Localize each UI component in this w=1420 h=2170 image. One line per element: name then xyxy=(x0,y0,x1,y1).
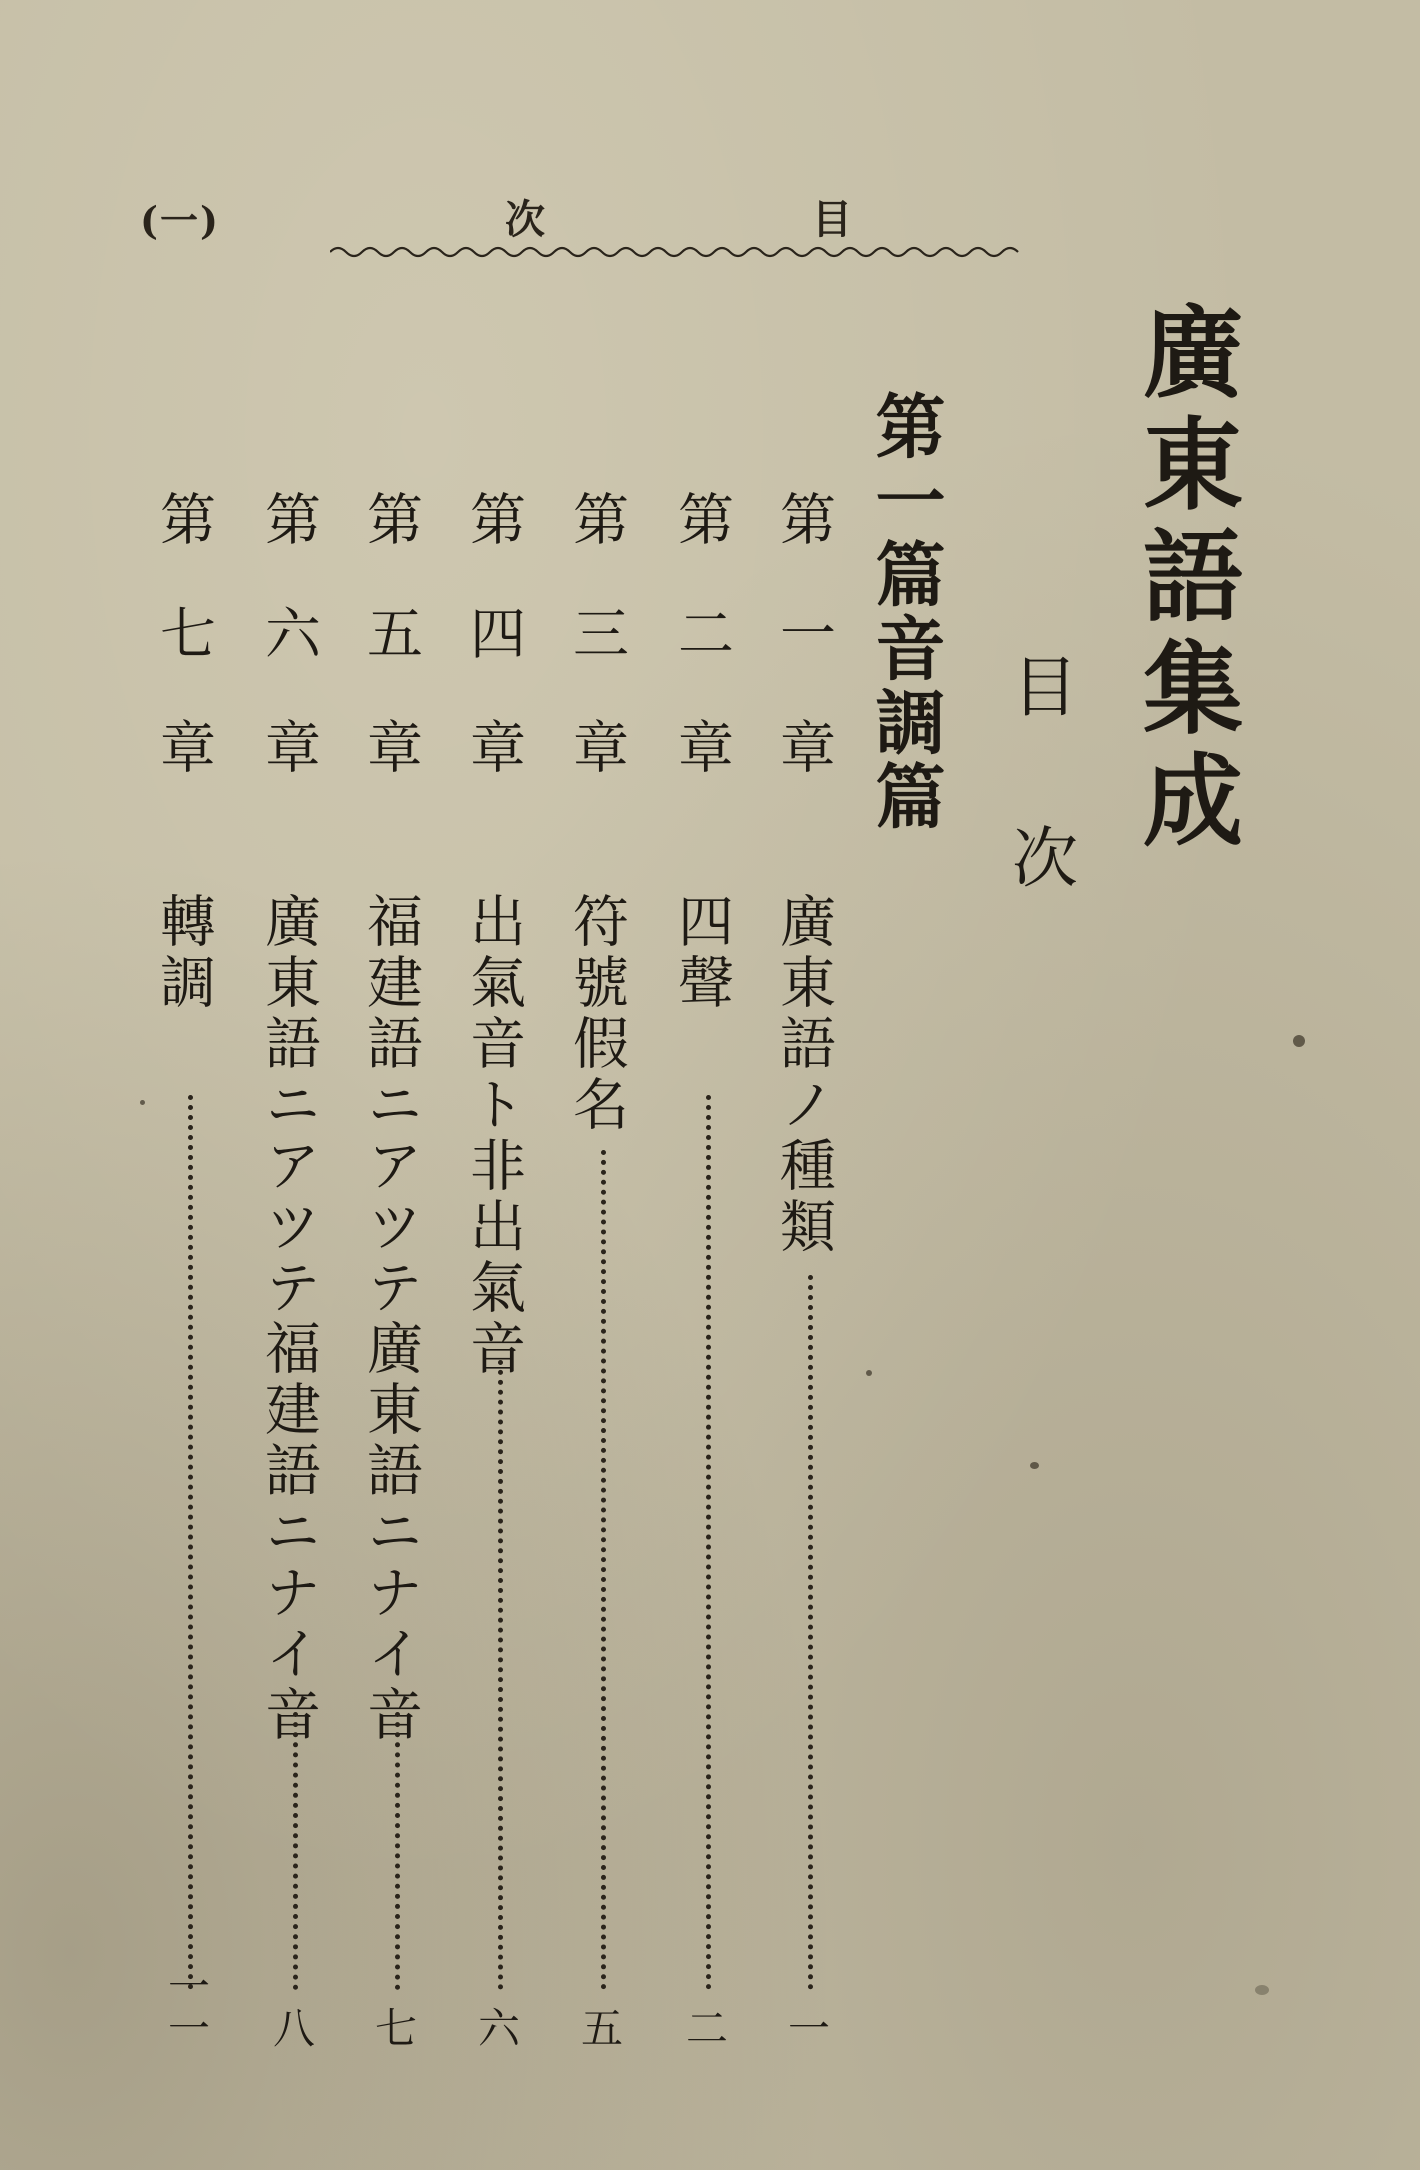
chapter-page-number: 五 xyxy=(580,2004,623,2053)
dot-leader xyxy=(188,1095,193,1990)
dot-leader xyxy=(706,1095,711,1990)
part-label: 第一篇 xyxy=(864,390,947,612)
dot-leader xyxy=(601,1150,606,1990)
chapter-title: 出氣音ト非出氣音 xyxy=(461,892,526,1380)
header-ji: 次 xyxy=(505,196,545,243)
page-number-marker: (一) xyxy=(140,198,220,243)
chapter-label: 第二章 xyxy=(669,490,734,832)
dot-leader xyxy=(808,1275,813,1990)
chapter-page-number: 八 xyxy=(272,2004,315,2053)
chapter-page-number: 一 xyxy=(787,2004,830,2053)
paper-speck xyxy=(866,1370,872,1376)
toc-heading-ji: 次 xyxy=(1012,820,1078,897)
toc-heading xyxy=(1012,649,1082,897)
chapter-page-number: 二 xyxy=(685,2004,728,2053)
dot-leader xyxy=(395,1712,400,1990)
chapter-title: 轉調 xyxy=(151,892,216,1014)
toc-entry[interactable] xyxy=(771,490,845,2053)
chapter-title: 符號假名 xyxy=(564,892,629,1136)
paper-speck xyxy=(1293,1035,1305,1047)
toc-entry[interactable] xyxy=(669,490,743,2053)
toc-entry[interactable] xyxy=(564,490,638,2053)
chapter-label: 第一章 xyxy=(771,490,836,832)
chapter-label: 第五章 xyxy=(358,490,423,832)
chapter-title: 廣東語ニアツテ福建語ニナイ音 xyxy=(256,892,321,1746)
toc-entry[interactable] xyxy=(461,490,535,2053)
toc-heading-moku: 目 xyxy=(1012,649,1078,726)
part-title: 音調篇 xyxy=(864,612,947,834)
chapter-label: 第七章 xyxy=(151,490,216,832)
dot-leader xyxy=(293,1712,298,1990)
chapter-title: 福建語ニアツテ廣東語ニナイ音 xyxy=(358,892,423,1746)
chapter-page-number: 一一 xyxy=(167,1962,210,2053)
chapter-label: 第三章 xyxy=(564,490,629,832)
paper-speck xyxy=(1255,1985,1269,1995)
chapter-page-number: 七 xyxy=(374,2004,417,2053)
chapter-title: 廣東語ノ種類 xyxy=(771,892,836,1258)
toc-entry[interactable] xyxy=(358,490,432,2053)
chapter-page-number: 六 xyxy=(477,2004,520,2053)
paper-speck xyxy=(1030,1462,1039,1469)
book-title: 廣東語集成 xyxy=(1126,300,1244,860)
paper-speck xyxy=(140,1100,145,1105)
toc-entry[interactable] xyxy=(256,490,330,2053)
part-heading xyxy=(864,390,947,834)
chapter-title: 四聲 xyxy=(669,892,734,1014)
toc-entry[interactable] xyxy=(151,490,225,2053)
chapter-label: 第四章 xyxy=(461,490,526,832)
dot-leader xyxy=(498,1360,503,1990)
chapter-label: 第六章 xyxy=(256,490,321,832)
header-wavy-rule xyxy=(330,240,1030,270)
header-moku: 目 xyxy=(812,196,852,243)
